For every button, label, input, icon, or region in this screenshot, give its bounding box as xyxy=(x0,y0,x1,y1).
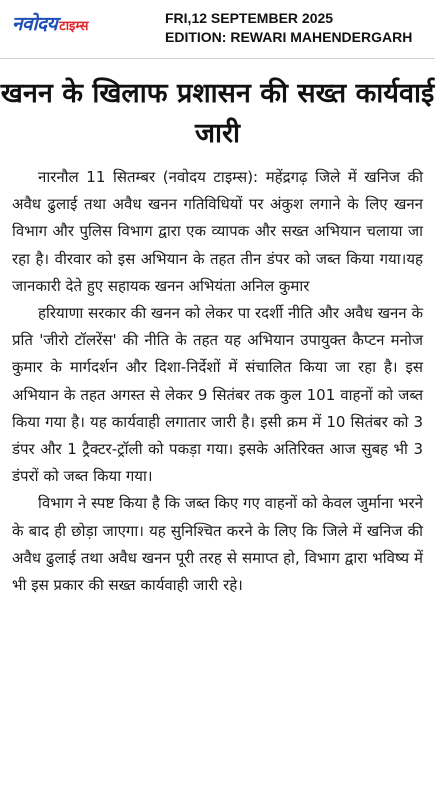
article-paragraph-3: विभाग ने स्पष्ट किया है कि जब्त किए गए वाहनों को केवल जुर्माना भरने के बाद ही छोड़ा जाएगा। यह सुनिश्चित करने के लिए कि जिले में खनिज की अवैध ढुलाई तथा अवैध खनन पूरी तरह से समाप्त हो, विभाग द्वारा भविष्य में भी इस प्रकार की सख्त कार्यवाही जारी रहे। xyxy=(12,494,423,595)
publication-date: FRI,12 SEPTEMBER 2025 xyxy=(165,10,334,26)
article-paragraph-1: नारनौल 11 सितम्बर (नवोदय टाइम्स): महेंद्रगढ़ जिले में खनिज की अवैध ढुलाई तथा अवैध खनन गतिविधियों पर अंकुश लगाने के लिए खनन विभाग और पुलिस विभाग द्वारा एक व्यापक और सख्त अभियान चलाया जा रहा है। वीरवार को इस अभियान के तहत तीन डंपर को जब्त किया गया।यह जानकारी देते हुए सहायक खनन अभियंता अनिल कुमार xyxy=(12,168,423,295)
logo-main-text: नवोदय xyxy=(12,13,58,35)
article-body xyxy=(12,164,423,599)
newspaper-logo xyxy=(12,10,88,34)
article-paragraph-2: हरियाणा सरकार की खनन को लेकर पा रदर्शी नीति और अवैध खनन के प्रति 'जीरो टॉलरेंस' की नीति के तहत यह अभियान उपायुक्त कैप्टन मनोज कुमार के मार्गदर्शन और दिशा-निर्देशों में संचालित किया जा रहा है। इस अभियान के तहत अगस्त से लेकर 9 सितंबर तक कुल 101 वाहनों को जब्त किया गया है। यह कार्यवाही लगातार जारी है। इसी क्रम में 10 सितंबर को 3 डंपर और 1 ट्रैक्टर-ट्रॉली को पकड़ा गया। इसके अतिरिक्त आज सुबह भी 3 डंपरों को जब्त किया गया। xyxy=(12,304,423,486)
edition-info xyxy=(165,9,412,47)
article-headline: खनन के खिलाफ प्रशासन की सख्त कार्यवाई जारी xyxy=(0,78,435,149)
masthead xyxy=(0,0,435,59)
logo-sub-text: टाइम्स xyxy=(59,19,89,34)
edition-name: EDITION: REWARI MAHENDERGARH xyxy=(165,29,413,45)
